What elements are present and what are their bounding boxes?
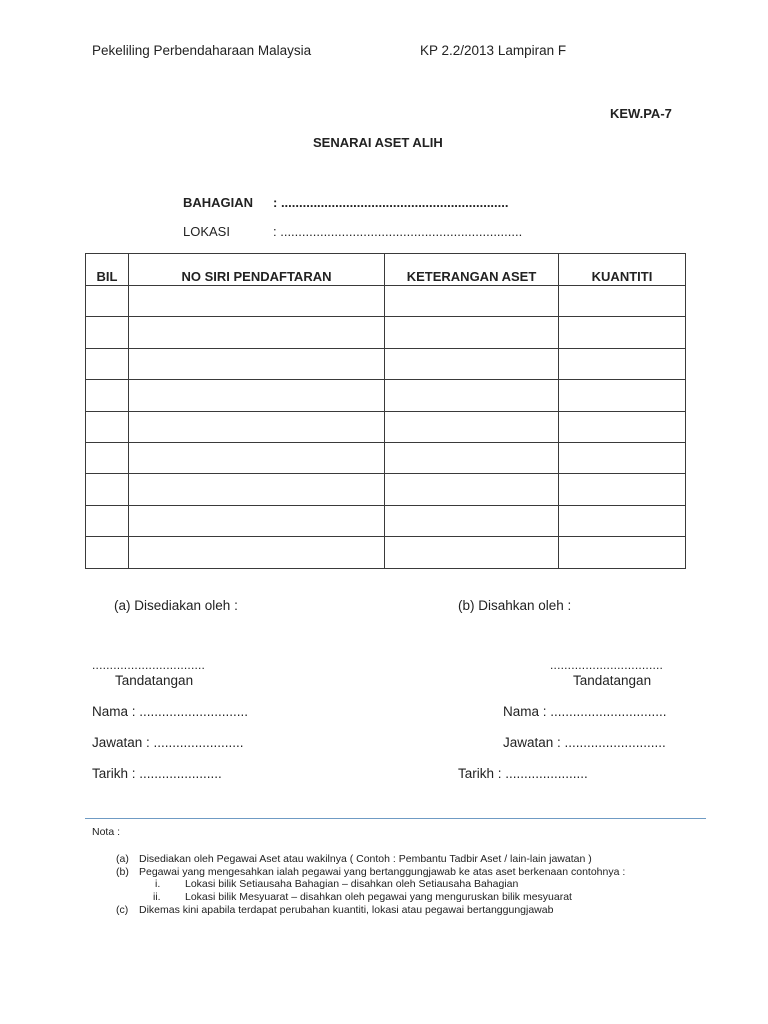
keterangan-cell xyxy=(385,474,559,505)
approved-nama-field: Nama : ............................... xyxy=(503,704,667,719)
bil-cell xyxy=(86,286,129,317)
note-c-text: Dikemas kini apabila terdapat perubahan kuantiti, lokasi atau pegawai bertanggungjawab xyxy=(139,904,554,916)
table-row xyxy=(86,537,686,568)
bil-cell xyxy=(86,411,129,442)
no-siri-cell xyxy=(129,286,385,317)
keterangan-cell xyxy=(385,348,559,379)
kuantiti-cell xyxy=(559,411,686,442)
prepared-signature-label: Tandatangan xyxy=(115,673,194,688)
keterangan-cell xyxy=(385,317,559,348)
table-row xyxy=(86,380,686,411)
note-b-ii-marker: ii. xyxy=(153,891,161,903)
note-b-i-text: Lokasi bilik Setiausaha Bahagian – disahkan oleh Setiausaha Bahagian xyxy=(185,878,519,890)
notes-heading: Nota : xyxy=(92,826,121,838)
bil-cell xyxy=(86,317,129,348)
page-title: SENARAI ASET ALIH xyxy=(313,135,443,150)
keterangan-cell xyxy=(385,442,559,473)
kuantiti-cell xyxy=(559,286,686,317)
approved-signature-line: ................................ xyxy=(550,658,664,672)
kuantiti-cell xyxy=(559,348,686,379)
table-row xyxy=(86,286,686,317)
note-b-text: Pegawai yang mengesahkan ialah pegawai yang bertanggungjawab ke atas aset berkenaan contohnya : xyxy=(139,866,626,878)
prepared-signature-line: ................................ xyxy=(92,658,206,672)
note-b-marker: (b) xyxy=(116,866,129,878)
kuantiti-cell xyxy=(559,474,686,505)
keterangan-cell xyxy=(385,411,559,442)
no-siri-cell xyxy=(129,474,385,505)
no-siri-cell xyxy=(129,348,385,379)
keterangan-cell xyxy=(385,286,559,317)
note-b-ii-text: Lokasi bilik Mesyuarat – disahkan oleh pegawai yang menguruskan bilik mesyuarat xyxy=(185,891,572,903)
kuantiti-cell xyxy=(559,537,686,568)
no-siri-cell xyxy=(129,411,385,442)
note-c-marker: (c) xyxy=(116,904,129,916)
notes-divider xyxy=(85,818,706,819)
bil-cell xyxy=(86,505,129,536)
asset-table xyxy=(85,253,686,569)
kuantiti-cell xyxy=(559,442,686,473)
table-row xyxy=(86,411,686,442)
lokasi-value: : ................................................................... xyxy=(273,224,523,239)
no-siri-cell xyxy=(129,442,385,473)
no-siri-cell xyxy=(129,317,385,348)
bahagian-value: : ............................................................... xyxy=(273,195,509,210)
approved-by-heading: (b) Disahkan oleh : xyxy=(458,598,572,613)
column-header-bil: BIL xyxy=(86,254,129,286)
note-b-i-marker: i. xyxy=(155,878,161,890)
bahagian-label: BAHAGIAN xyxy=(183,195,254,210)
no-siri-cell xyxy=(129,380,385,411)
prepared-tarikh-field: Tarikh : ...................... xyxy=(92,766,222,781)
kuantiti-cell xyxy=(559,505,686,536)
kuantiti-cell xyxy=(559,380,686,411)
prepared-by-heading: (a) Disediakan oleh : xyxy=(114,598,238,613)
column-header-kuantiti: KUANTITI xyxy=(559,254,686,286)
approved-signature-label: Tandatangan xyxy=(573,673,652,688)
kuantiti-cell xyxy=(559,317,686,348)
bil-cell xyxy=(86,442,129,473)
table-row xyxy=(86,474,686,505)
lokasi-label: LOKASI xyxy=(183,224,230,239)
prepared-jawatan-field: Jawatan : ........................ xyxy=(92,735,244,750)
bil-cell xyxy=(86,474,129,505)
table-body xyxy=(86,286,686,569)
table-row xyxy=(86,348,686,379)
approved-jawatan-field: Jawatan : ........................... xyxy=(503,735,666,750)
form-code: KEW.PA-7 xyxy=(610,106,672,121)
header-left-text: Pekeliling Perbendaharaan Malaysia xyxy=(92,43,312,58)
no-siri-cell xyxy=(129,505,385,536)
no-siri-cell xyxy=(129,537,385,568)
column-header-keterangan: KETERANGAN ASET xyxy=(385,254,559,286)
bil-cell xyxy=(86,380,129,411)
header-right-text: KP 2.2/2013 Lampiran F xyxy=(420,43,567,58)
table-row xyxy=(86,442,686,473)
table-header-row xyxy=(86,254,686,286)
keterangan-cell xyxy=(385,380,559,411)
table-row xyxy=(86,505,686,536)
keterangan-cell xyxy=(385,537,559,568)
table-row xyxy=(86,317,686,348)
note-a-marker: (a) xyxy=(116,853,129,865)
keterangan-cell xyxy=(385,505,559,536)
column-header-no-siri: NO SIRI PENDAFTARAN xyxy=(129,254,385,286)
prepared-nama-field: Nama : ............................. xyxy=(92,704,249,719)
approved-tarikh-field: Tarikh : ...................... xyxy=(458,766,588,781)
note-a-text: Disediakan oleh Pegawai Aset atau wakilnya ( Contoh : Pembantu Tadbir Aset / lain-lain jawatan ) xyxy=(139,853,592,865)
bil-cell xyxy=(86,348,129,379)
bil-cell xyxy=(86,537,129,568)
